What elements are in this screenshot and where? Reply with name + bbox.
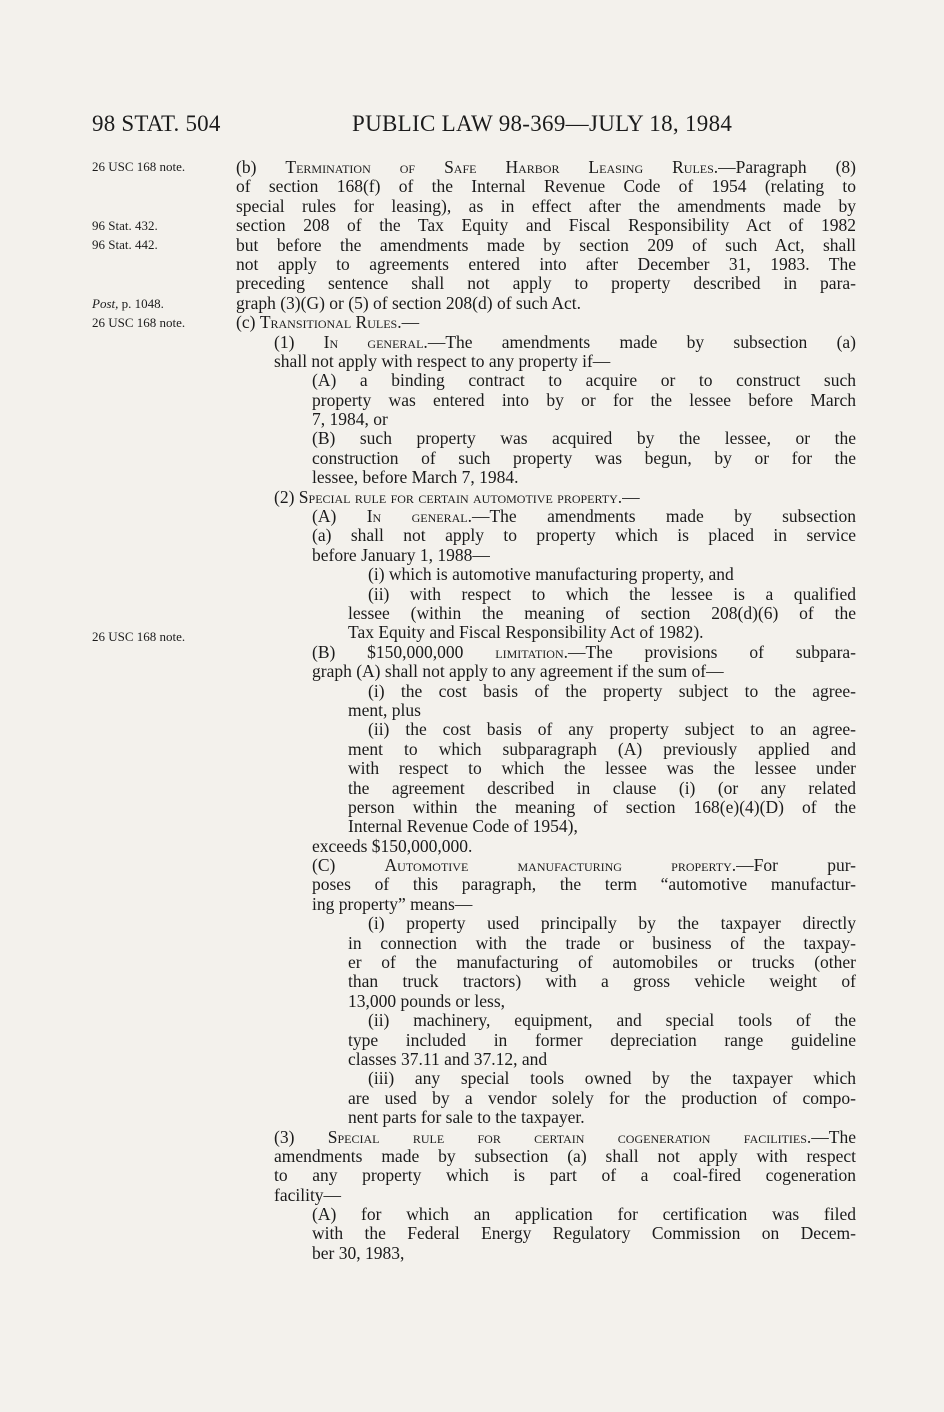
section-heading: Termination of Safe Harbor Leasing Rules. [285,157,719,177]
line-text: —The amendments made by subsection [471,506,856,527]
line-text: ment to which subparagraph (A) previously applied and [348,738,856,759]
line-text: (ii) with respect to which the lessee is a qualified [368,583,856,604]
stat-page-number: 98 STAT. 504 [92,111,221,136]
line-text: construction of such property was begun, by or for the [312,447,856,468]
text-line [236,410,856,429]
text-line [236,837,856,856]
text-line [236,1069,856,1088]
text-line [236,1244,856,1263]
line-text: (1) [274,331,324,352]
text-line [236,526,856,545]
text-line [236,662,856,681]
text-line [236,197,856,216]
text-line [236,953,856,972]
line-text: the agreement described in clause (i) (or any related [348,777,856,798]
text-line [236,1147,856,1166]
line-text: —For pur- [736,855,856,876]
text-line [236,1224,856,1243]
text-line [236,158,856,177]
line-text: (B) $150,000,000 [312,641,496,662]
text-line [236,565,856,584]
line-text: Internal Revenue Code of 1954), [348,816,578,837]
text-line [236,856,856,875]
line-text: special rules for leasing), as in effect after the amendments made by [236,195,856,216]
line-text: (i) property used principally by the taxpayer directly [368,913,856,934]
margin-note-citation: 26 USC 168 note. [92,159,186,174]
line-text: (a) shall not apply to property which is placed in service [312,525,856,546]
line-text: — [622,486,640,507]
line-text: (i) which is automotive manufacturing property, and [368,564,734,585]
section-heading: limitation. [495,641,568,662]
line-text: —The amendments made by subsection (a) [427,331,856,352]
line-text: (A) a binding contract to acquire or to construct such [312,370,856,391]
line-text: before January 1, 1988— [312,544,490,565]
text-line [236,177,856,196]
line-text: (3) [274,1126,328,1147]
text-line [236,623,856,642]
text-line [236,391,856,410]
law-title-header: PUBLIC LAW 98-369—JULY 18, 1984 [352,111,733,136]
line-text: (ii) the cost basis of any property subject to an agree- [368,719,856,740]
line-text: 7, 1984, or [312,409,388,430]
line-text: (A) for which an application for certification was filed [312,1204,856,1225]
margin-note-stat: 96 Stat. 442. [92,237,158,252]
text-line [236,992,856,1011]
margin-note-citation: 26 USC 168 note. [92,629,186,644]
text-line [236,875,856,894]
text-line [236,1186,856,1205]
line-text: are used by a vendor solely for the production of compo- [348,1087,856,1108]
line-text: of section 168(f) of the Internal Revenue Code of 1954 (relating to [236,176,856,197]
text-line [236,371,856,390]
line-text: in connection with the trade or business of the taxpay- [348,932,856,953]
line-text: (B) such property was acquired by the lessee, or the [312,428,856,449]
text-line [236,759,856,778]
margin-note-post-italic: Post, [92,296,119,311]
line-text: with respect to which the lessee was the lessee under [348,758,856,779]
text-line [236,1108,856,1127]
line-text: (iii) any special tools owned by the taxpayer which [368,1068,856,1089]
line-text: amendments made by subsection (a) shall not apply with respect [274,1145,856,1166]
line-text: —The [811,1126,856,1147]
line-text: —Paragraph (8) [718,157,857,177]
section-heading: In general. [323,331,428,352]
text-line [236,488,856,507]
line-text: 13,000 pounds or less, [348,990,506,1011]
line-text: — [401,312,420,333]
line-text: (ii) machinery, equipment, and special tools of the [368,1010,856,1031]
text-line [236,1031,856,1050]
text-line [236,740,856,759]
line-text: than truck tractors) with a gross vehicle weight of [348,971,856,992]
margin-note-post [92,296,164,312]
line-text: lessee (within the meaning of section 208(d)(6) of the [348,602,856,623]
section-heading: Automotive manufacturing property. [384,855,737,876]
text-line [236,1205,856,1224]
line-text: with the Federal Energy Regulatory Commission on Decem- [312,1223,856,1244]
text-line [236,216,856,235]
line-text: (2) [274,486,299,507]
line-text: not apply to agreements entered into after December 31, 1983. The [236,253,856,274]
margin-note-stat: 96 Stat. 432. [92,218,158,233]
line-text: classes 37.11 and 37.12, and [348,1048,548,1069]
line-text: preceding sentence shall not apply to property described in para- [236,273,856,294]
text-line [236,720,856,739]
section-heading: In general. [366,506,472,527]
text-line [236,468,856,487]
text-line [236,914,856,933]
margin-note-citation: 26 USC 168 note. [92,315,186,330]
text-line [236,1050,856,1069]
text-line [236,604,856,623]
line-text: section 208 of the Tax Equity and Fiscal Responsibility Act of 1982 [236,215,856,236]
line-text: to any property which is part of a coal-fired cogeneration [274,1165,856,1186]
line-text: property was entered into by or for the lessee before March [312,389,856,410]
line-text: —The provisions of subpara- [568,641,856,662]
margin-note-post-rest: p. 1048. [118,296,164,311]
line-text: facility— [274,1184,342,1205]
line-text: er of the manufacturing of automobiles or trucks (other [348,952,856,973]
text-line [236,972,856,991]
text-line [236,895,856,914]
line-text: poses of this paragraph, the term “automotive manufactur- [312,874,856,895]
text-line [236,294,856,313]
line-text: exceeds $150,000,000. [312,835,473,856]
text-line [236,798,856,817]
text-line [236,1011,856,1030]
section-heading: Special rule for certain cogeneration facilities. [327,1126,812,1147]
line-text: (i) the cost basis of the property subject to the agree- [368,680,856,701]
text-line [236,1166,856,1185]
text-line [236,1128,856,1147]
text-line [236,934,856,953]
text-line [236,546,856,565]
line-text: person within the meaning of section 168(e)(4)(D) of the [348,796,856,817]
line-text: shall not apply with respect to any property if— [274,350,611,371]
line-text: graph (3)(G) or (5) of section 208(d) of such Act. [236,292,582,313]
text-line [236,429,856,448]
line-text: but before the amendments made by section 209 of such Act, shall [236,234,856,255]
line-text: ment, plus [348,699,421,720]
line-text: (A) [312,506,367,527]
line-text: ing property” means— [312,893,473,914]
text-line [236,682,856,701]
section-heading: Transitional Rules. [259,312,402,333]
text-line [236,449,856,468]
line-text: lessee, before March 7, 1984. [312,467,519,488]
line-text: (c) [236,312,260,333]
line-text: nent parts for sale to the taxpayer. [348,1107,585,1128]
text-line [236,585,856,604]
text-line [236,643,856,662]
text-line [236,313,856,332]
section-heading: Special rule for certain automotive property. [298,486,623,507]
text-line [236,236,856,255]
text-line [236,333,856,352]
line-text: Tax Equity and Fiscal Responsibility Act of 1982). [348,622,704,643]
line-text: (b) [236,157,286,177]
text-line [236,255,856,274]
statute-body-text [236,158,856,1263]
text-line [236,817,856,836]
text-line [236,779,856,798]
line-text: graph (A) shall not apply to any agreement if the sum of— [312,661,724,682]
text-line [236,507,856,526]
text-line [236,1089,856,1108]
text-line [236,701,856,720]
line-text: (C) [312,855,385,876]
text-line [236,352,856,371]
text-line [236,274,856,293]
line-text: ber 30, 1983, [312,1242,405,1263]
line-text: type included in former depreciation range guideline [348,1029,856,1050]
